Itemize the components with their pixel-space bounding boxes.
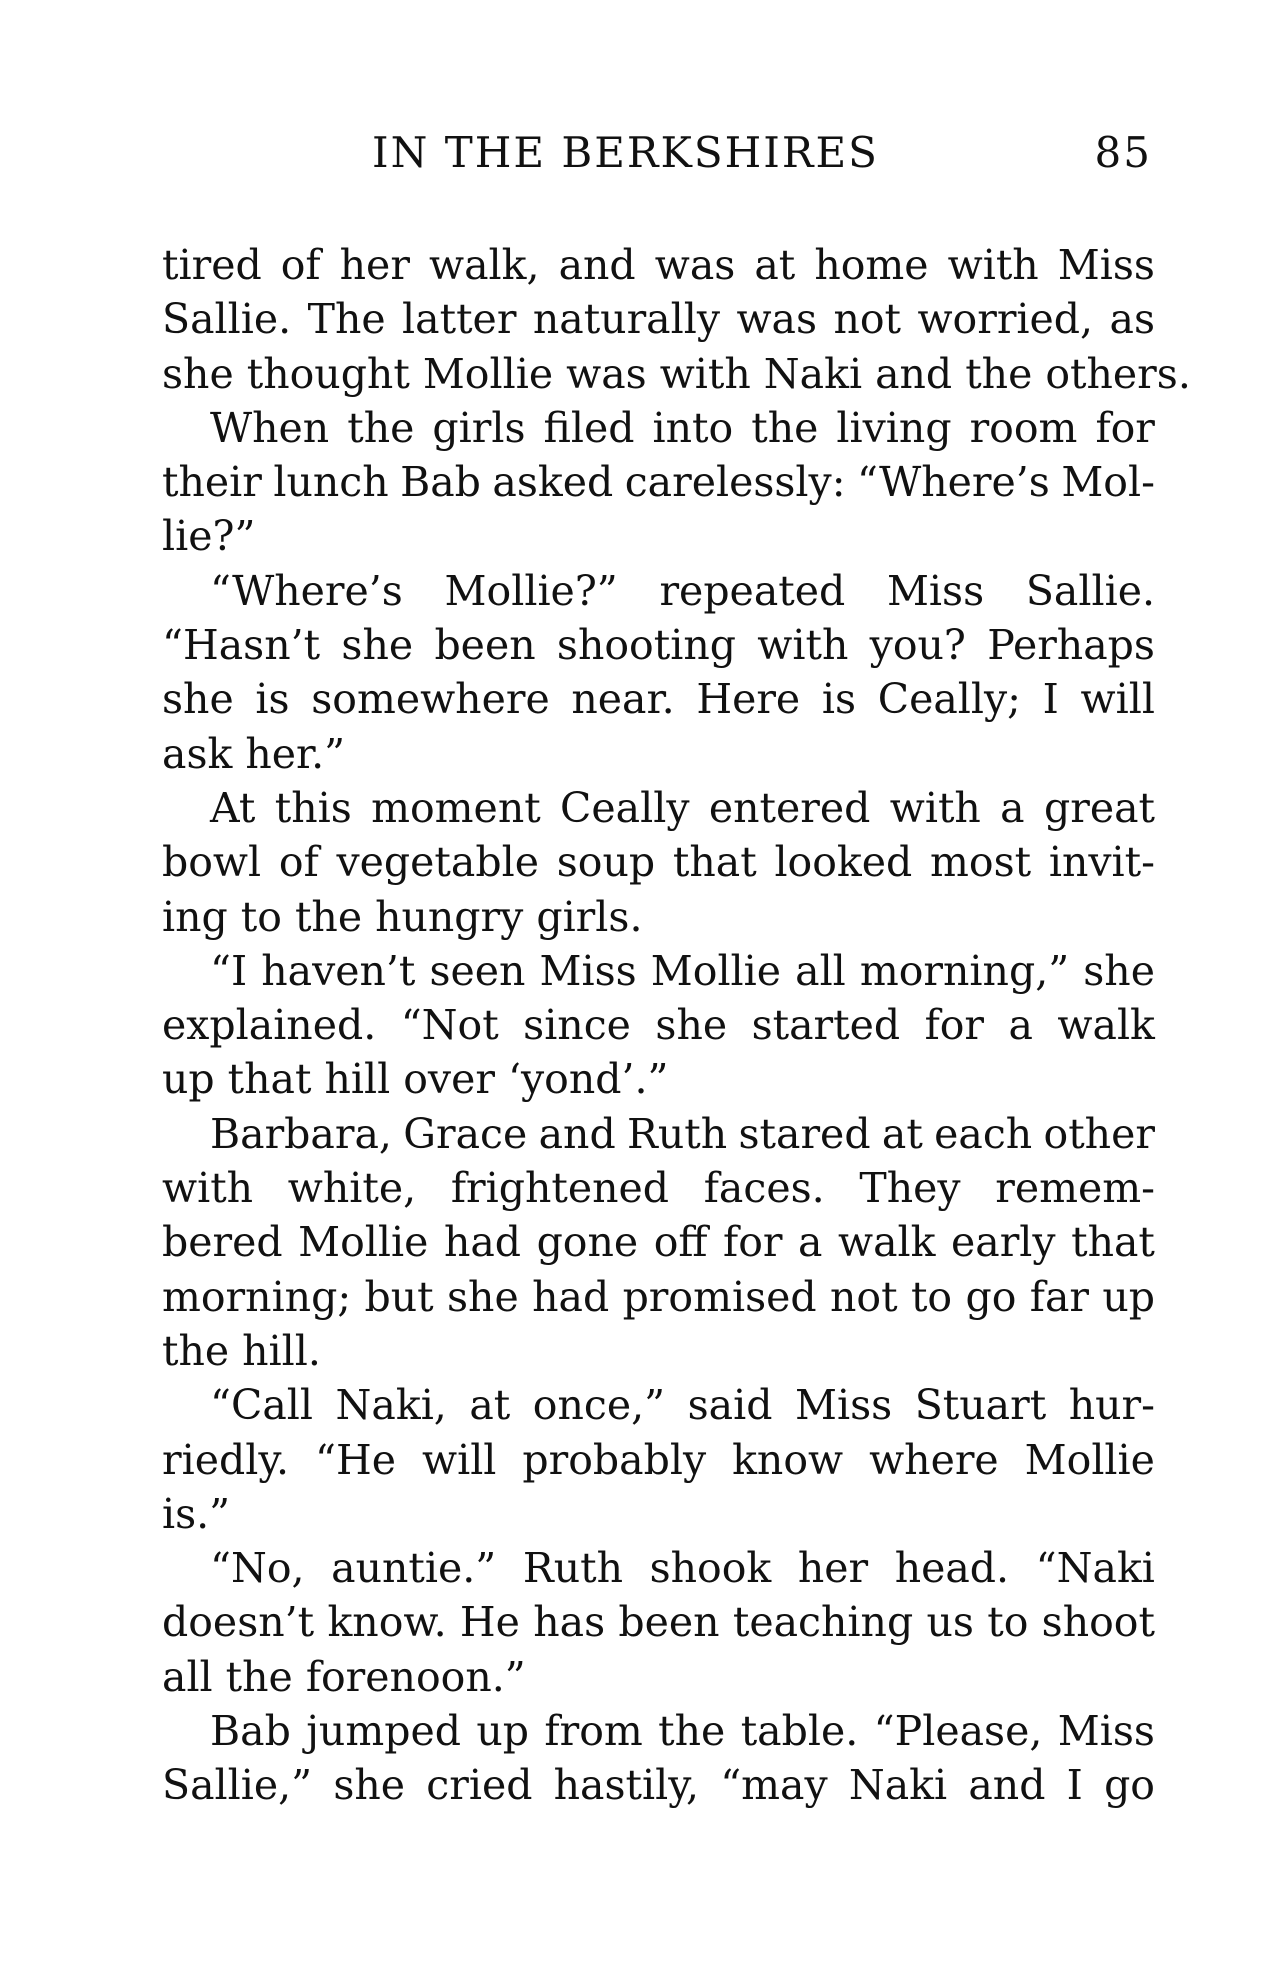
text-line: “Call Naki, at once,” said Miss Stuart hur-	[210, 1381, 1155, 1430]
text-line: morning; but she had promised not to go far up	[162, 1272, 1155, 1321]
text-line: riedly. “He will probably know where Mollie	[162, 1435, 1155, 1484]
text-line: ing to the hungry girls.	[162, 892, 643, 941]
text-line: lie?”	[162, 512, 256, 561]
text-line: all the forenoon.”	[162, 1652, 526, 1701]
text-line: Bab jumped up from the table. “Please, Miss	[210, 1707, 1155, 1756]
text-line: doesn’t know. He has been teaching us to shoot	[162, 1598, 1155, 1647]
text-line: bered Mollie had gone off for a walk early that	[162, 1218, 1155, 1267]
text-line: she thought Mollie was with Naki and the others.	[162, 349, 1191, 398]
text-line: the hill.	[162, 1326, 321, 1375]
text-line: “Where’s Mollie?” repeated Miss Sallie.	[210, 566, 1155, 615]
text-line: explained. “Not since she started for a walk	[162, 1001, 1155, 1050]
text-line: up that hill over ‘yond’.”	[162, 1055, 669, 1104]
text-line: their lunch Bab asked carelessly: “Where’s Mol-	[162, 458, 1155, 507]
text-line: “I haven’t seen Miss Mollie all morning,” she	[210, 946, 1155, 995]
running-title: IN THE BERKSHIRES	[372, 128, 879, 177]
text-line: bowl of vegetable soup that looked most invit-	[162, 838, 1155, 887]
text-line: “No, auntie.” Ruth shook her head. “Naki	[210, 1544, 1155, 1593]
body-text	[162, 238, 1191, 1813]
text-line: Sallie,” she cried hastily, “may Naki and I go	[162, 1761, 1155, 1810]
text-line: ask her.”	[162, 729, 346, 778]
text-line: “Hasn’t she been shooting with you? Perhaps	[162, 621, 1155, 670]
text-line: tired of her walk, and was at home with Miss	[162, 241, 1155, 289]
text-line: with white, frightened faces. They remem-	[162, 1164, 1155, 1213]
text-line: is.”	[162, 1489, 231, 1538]
text-line: At this moment Ceally entered with a great	[210, 783, 1155, 832]
text-line: Barbara, Grace and Ruth stared at each other	[210, 1109, 1155, 1158]
text-line: Sallie. The latter naturally was not worried, as	[162, 295, 1155, 344]
running-head	[162, 128, 1152, 188]
page-number: 85	[1094, 128, 1152, 177]
text-line: When the girls filed into the living room for	[210, 403, 1155, 452]
text-line: she is somewhere near. Here is Ceally; I will	[162, 675, 1155, 724]
